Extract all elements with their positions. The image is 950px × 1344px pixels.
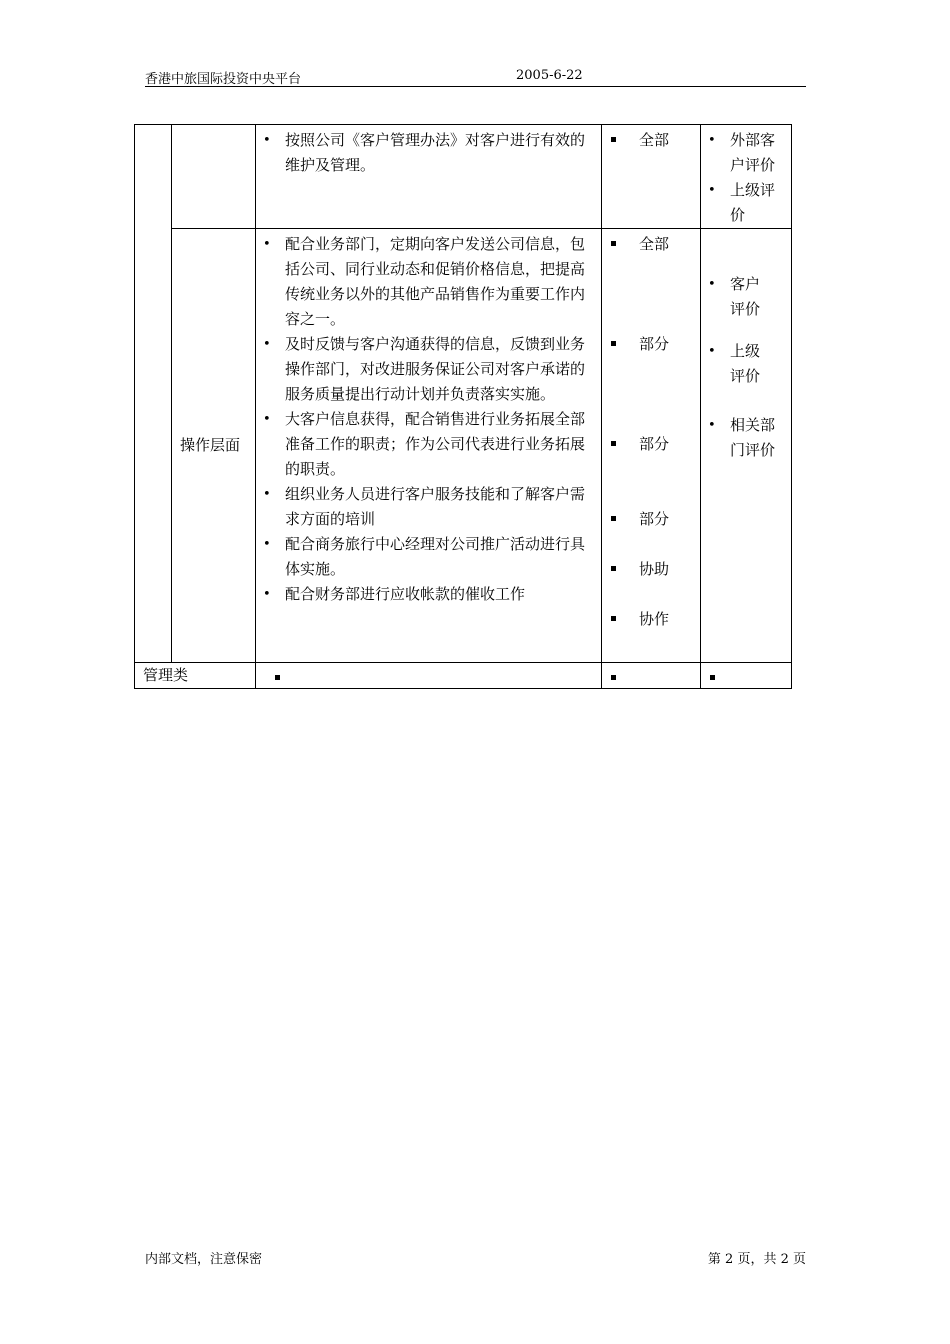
footer-note: 内部文档，注意保密 bbox=[145, 1252, 263, 1267]
duty-item: • 配合财务部进行应收帐款的催收工作 bbox=[263, 582, 594, 607]
page-number: 第 2 页，共 2 页 bbox=[707, 1252, 806, 1267]
resp-item: 全部 bbox=[609, 128, 693, 153]
empty-bullet-cell bbox=[602, 663, 701, 689]
resp-item: 协作 bbox=[609, 607, 693, 632]
table-row bbox=[135, 663, 792, 689]
empty-bullet-cell bbox=[701, 663, 792, 689]
duty-item: • 组织业务人员进行客户服务技能和了解客户需求方面的培训 bbox=[263, 482, 594, 532]
resp-item: 部分 bbox=[609, 332, 693, 357]
header-date: 2005-6-22 bbox=[516, 68, 583, 83]
duty-item: • 大客户信息获得，配合销售进行业务拓展全部准备工作的职责；作为公司代表进行业务拓展的职责。 bbox=[263, 407, 594, 482]
resp-item: 全部 bbox=[609, 232, 693, 257]
resp-item: 部分 bbox=[609, 507, 693, 532]
eval-item: • 上级评价 bbox=[708, 339, 766, 389]
eval-cell bbox=[701, 125, 792, 229]
bullet-marker bbox=[611, 675, 616, 680]
duty-item: • 配合商务旅行中心经理对公司推广活动进行具体实施。 bbox=[263, 532, 594, 582]
bullet-marker bbox=[275, 675, 280, 680]
blank-cell bbox=[135, 125, 172, 663]
page-header bbox=[145, 66, 806, 87]
eval-item: • 上级评价 bbox=[708, 178, 784, 228]
table-row bbox=[135, 229, 792, 663]
resp-item: 协助 bbox=[609, 557, 693, 582]
duty-item: • 及时反馈与客户沟通获得的信息，反馈到业务操作部门，对改进服务保证公司对客户承诺的服务质量提出行动计划并负责落实实施。 bbox=[263, 332, 594, 407]
eval-item: • 客户评价 bbox=[708, 272, 766, 322]
duty-table bbox=[134, 124, 792, 689]
eval-item: • 外部客户评价 bbox=[708, 128, 784, 178]
duty-item: • 按照公司《客户管理办法》对客户进行有效的维护及管理。 bbox=[263, 128, 594, 178]
resp-item: 部分 bbox=[609, 432, 693, 457]
resp-cell bbox=[602, 229, 701, 663]
duty-cell bbox=[256, 125, 602, 229]
resp-cell bbox=[602, 125, 701, 229]
table-row bbox=[135, 125, 792, 229]
duty-item: • 配合业务部门，定期向客户发送公司信息，包括公司、同行业动态和促销价格信息，把提高传统业务以外的其他产品销售作为重要工作内容之一。 bbox=[263, 232, 594, 332]
category-label: 管理类 bbox=[143, 666, 189, 684]
section-cell bbox=[172, 229, 256, 663]
eval-item: • 相关部门评价 bbox=[708, 413, 784, 463]
bullet-marker bbox=[710, 675, 715, 680]
eval-cell bbox=[701, 229, 792, 663]
header-org: 香港中旅国际投资中央平台 bbox=[145, 72, 302, 87]
duty-cell bbox=[256, 229, 602, 663]
empty-bullet-cell bbox=[256, 663, 602, 689]
category-cell bbox=[135, 663, 256, 689]
section-label: 操作层面 bbox=[180, 436, 241, 454]
blank-cell bbox=[172, 125, 256, 229]
